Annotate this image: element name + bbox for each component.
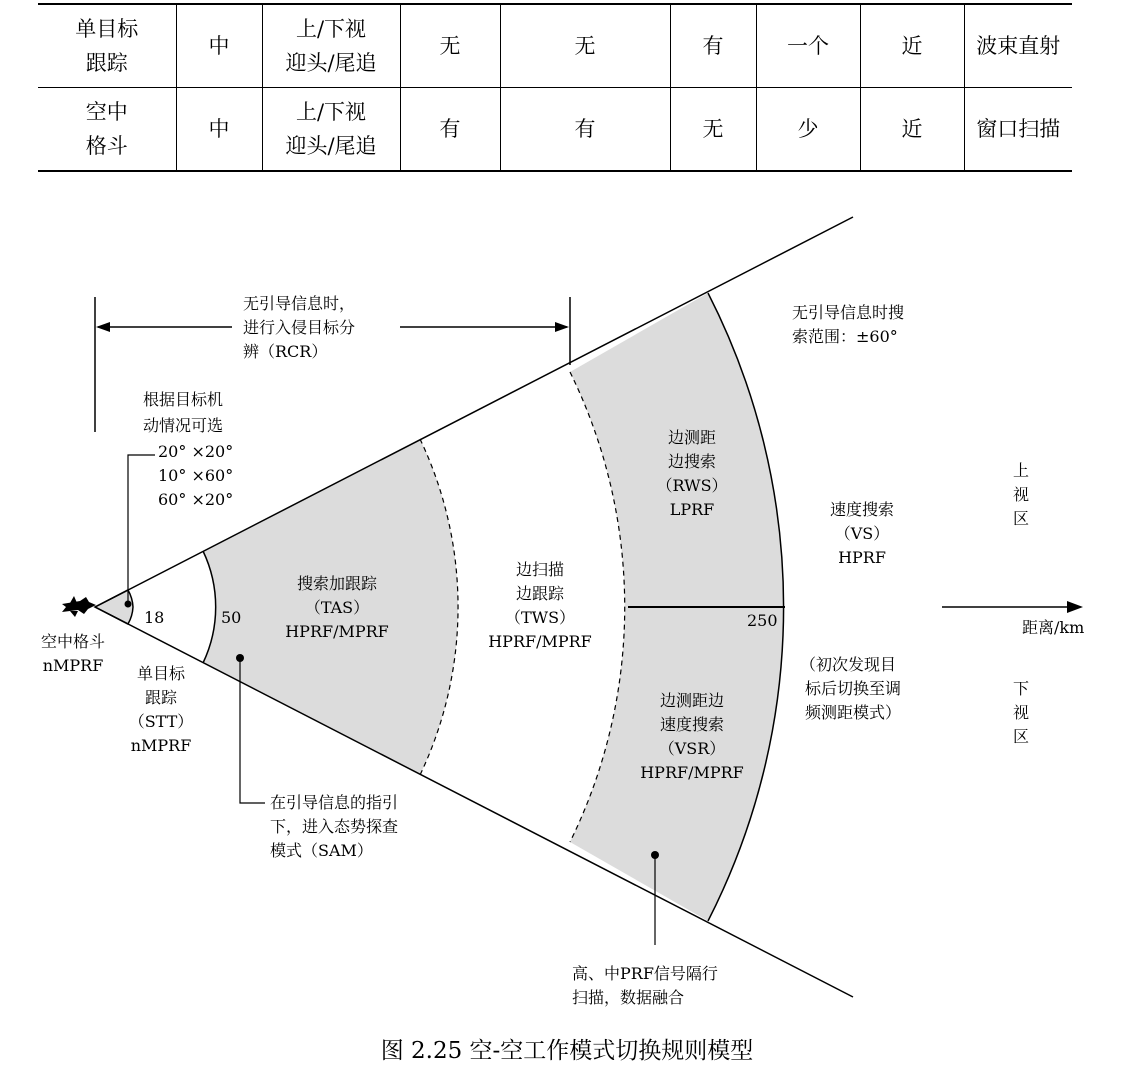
vs-label — [830, 500, 894, 567]
look-down-label — [1013, 679, 1029, 746]
search-range-line: 索范围：±60° — [792, 327, 898, 346]
distance-axis-label: 距离/km — [1022, 618, 1085, 637]
interleave-label-line: 扫描，数据融合 — [572, 988, 685, 1007]
look-up-char: 上 — [1012, 461, 1030, 480]
vsr-label-line: （VSR） — [658, 739, 726, 758]
tws-label-line: （TWS） — [504, 608, 576, 627]
figure-caption: 图 2.25 空-空工作模式切换规则模型 — [380, 1038, 754, 1064]
search-range-label — [792, 303, 904, 346]
table-cell: 有 — [400, 88, 500, 172]
maneuver-label-line: 20° ×20° — [158, 442, 234, 461]
rcr-arrowhead-left — [96, 322, 110, 332]
dogfight-label-line: nMPRF — [42, 656, 104, 675]
interleave-dot — [651, 851, 659, 859]
table-cell: 波束直射 — [964, 4, 1072, 88]
switch-label-line: （初次发现目 — [800, 655, 897, 674]
search-range-line: 无引导信息时搜 — [792, 303, 905, 322]
vsr-label-line: HPRF/MPRF — [640, 763, 744, 782]
stt-label-line: 跟踪 — [144, 688, 178, 707]
rws-label-line: LPRF — [669, 500, 715, 519]
rws-label-line: 边搜索 — [667, 452, 717, 471]
table-cell: 上/下视 迎头/尾追 — [262, 88, 400, 172]
maneuver-label — [143, 390, 233, 509]
interleave-label-line: 高、中PRF信号隔行 — [572, 964, 718, 983]
maneuver-label-line: 根据目标机 — [143, 390, 224, 409]
vs-label-line: （VS） — [834, 524, 890, 543]
vs-label-line: HPRF — [838, 548, 886, 567]
tas-label-line: HPRF/MPRF — [285, 622, 389, 641]
look-up-char: 区 — [1012, 509, 1030, 528]
tas-label-line: （TAS） — [304, 598, 370, 617]
switch-label-line: 频测距模式） — [805, 703, 902, 722]
stt-label — [129, 664, 194, 755]
vsr-label-line: 速度搜索 — [659, 715, 725, 734]
vs-label-line: 速度搜索 — [829, 500, 895, 519]
sam-label-line: 在引导信息的指引 — [270, 793, 399, 812]
range-50-label: 50 — [221, 608, 242, 627]
stt-label-line: nMPRF — [130, 736, 192, 755]
look-up-char: 视 — [1012, 485, 1030, 504]
sam-label-line: 下，进入态势探查 — [270, 817, 399, 836]
range-18-label: 18 — [144, 608, 165, 627]
table-cell: 中 — [176, 4, 262, 88]
sam-dot — [236, 654, 244, 662]
vsr-label-line: 边测距边 — [659, 691, 725, 710]
table-cell: 上/下视 迎头/尾追 — [262, 4, 400, 88]
look-down-char: 区 — [1012, 727, 1030, 746]
look-down-char: 视 — [1012, 703, 1030, 722]
tws-label-line: 边扫描 — [515, 560, 565, 579]
dogfight-label-line: 空中格斗 — [40, 632, 106, 651]
interleave-label — [572, 964, 718, 1007]
distance-axis-arrowhead — [1067, 601, 1083, 613]
table-cell: 有 — [670, 4, 756, 88]
switch-label-line: 标后切换至调 — [805, 679, 902, 698]
rcr-label-line: 无引导信息时， — [243, 294, 356, 313]
table-cell: 窗口扫描 — [964, 88, 1072, 172]
aircraft-icon — [62, 596, 96, 617]
rcr-arrowhead-right — [555, 322, 569, 332]
table-cell: 无 — [670, 88, 756, 172]
tas-label-line: 搜索加跟踪 — [296, 574, 378, 593]
table-cell: 无 — [400, 4, 500, 88]
table-cell: 中 — [176, 88, 262, 172]
stt-label-line: 单目标 — [136, 664, 186, 683]
table-cell: 近 — [860, 4, 964, 88]
maneuver-label-line: 60° ×20° — [158, 490, 234, 509]
rcr-label-line: 进行入侵目标分 — [243, 318, 356, 337]
look-down-char: 下 — [1012, 679, 1030, 698]
table-cell: 一个 — [756, 4, 860, 88]
rws-label-line: （RWS） — [656, 476, 728, 495]
table-cell: 无 — [500, 4, 670, 88]
tws-label-line: HPRF/MPRF — [488, 632, 592, 651]
maneuver-label-line: 动情况可选 — [143, 416, 224, 435]
tws-label-line: 边跟踪 — [515, 584, 565, 603]
table-cell: 有 — [500, 88, 670, 172]
table-cell: 近 — [860, 88, 964, 172]
table-cell: 少 — [756, 88, 860, 172]
dogfight-label — [41, 632, 105, 675]
switch-label — [800, 655, 901, 722]
table-cell: 空中 格斗 — [38, 88, 176, 172]
maneuver-label-line: 10° ×60° — [158, 466, 234, 485]
stt-label-line: （STT） — [128, 712, 194, 731]
maneuver-dot — [125, 601, 132, 608]
tws-label — [488, 560, 592, 651]
range-250-label: 250 — [747, 611, 778, 630]
sam-label — [270, 793, 398, 860]
maneuver-leader-line — [128, 455, 155, 604]
rcr-label-line: 辨（RCR） — [243, 342, 328, 361]
rcr-label — [243, 294, 355, 361]
table-cell: 单目标 跟踪 — [38, 4, 176, 88]
sam-label-line: 模式（SAM） — [270, 841, 373, 860]
look-up-label — [1013, 461, 1029, 528]
rws-label-line: 边测距 — [667, 428, 717, 447]
